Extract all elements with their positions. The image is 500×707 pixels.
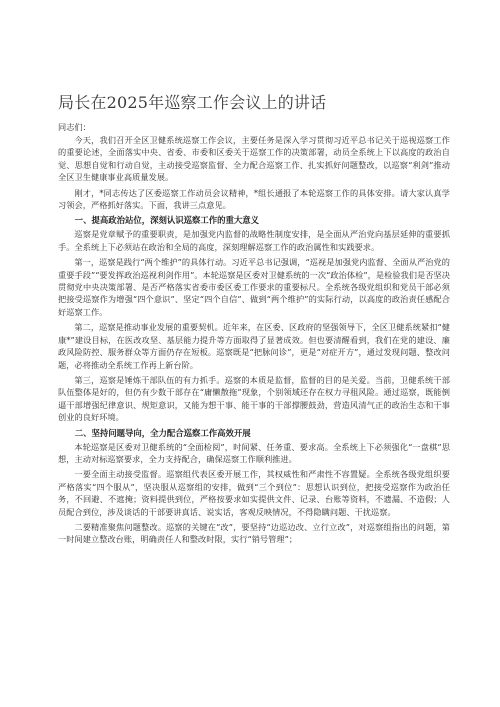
section-1-paragraph: 巡察是党章赋予的重要职责，是加强党内监督的战略性制度安排，是全面从严治党向基层延伸的重要抓手。全系统上下必须站在政治和全局的高度，深刻理解巡察工作的政治属性和实践要求。 <box>58 229 450 252</box>
section-2-paragraph: 一要全面主动接受监督。巡察组代表区委开展工作，其权威性和严肃性不容置疑。全系统各级党组织要严格落实“四个服从”，坚决服从巡察组的安排，做到“三个到位”：思想认识到位，把接受巡察作为政治任务，不回避、不遮掩；资料提供到位，严格按要求如实提供文件、记录、台账等资料，不遗漏、不造假；人员配合到位，涉及谈话的干部要讲真话、说实话，客观反映情况，不得隐瞒问题、干扰巡察。 <box>58 469 450 517</box>
intro-paragraph: 刚才，*同志传达了区委巡察工作动员会议精神，*组长通报了本轮巡察工作的具体安排。请大家认真学习领会，严格抓好落实。下面，我讲三点意见。 <box>58 187 450 211</box>
greeting: 同志们： <box>58 122 91 132</box>
intro-paragraph: 今天，我们召开全区卫健系统巡察工作会议，主要任务是深入学习贯彻习近平总书记关于巡视巡察工作的重要论述，全面落实中央、省委、市委和区委关于巡察工作的决策部署，动员全系统上下以高度的政治自觉、思想自觉和行动自觉，主动接受巡察监督、全力配合巡察工作、扎实抓好问题整改，以巡察“利剑”推动全区卫生健康事业高质量发展。 <box>58 135 450 183</box>
section-1-paragraph: 第三，巡察是锤炼干部队伍的有力抓手。巡察的本质是监督，监督的目的是关爱。当前，卫健系统干部队伍整体是好的，但仍有少数干部存在“庸懒散拖”现象，个别领域还存在权力寻租风险。通过巡察，既能倒逼干部增强纪律意识、规矩意识，又能为想干事、能干事的干部撑腰鼓劲，营造风清气正的政治生态和干事创业的良好环境。 <box>58 374 450 423</box>
section-heading-1: 一、提高政治站位，深刻认识巡察工作的重大意义 <box>74 215 260 226</box>
section-2-paragraph: 本轮巡察是区委对卫健系统的“全面检阅”，时间紧、任务重、要求高。全系统上下必须强化“一盘棋”思想，主动对标巡察要求，全力支持配合，确保巡察工作顺利推进。 <box>58 441 450 464</box>
section-2-paragraph: 二要精准聚焦问题整改。巡察的关键在“改”，要坚持“边巡边改、立行立改”，对巡察组指出的问题，第一时间建立整改台账，明确责任人和整改时限，实行“销号管理”； <box>58 521 450 545</box>
document-title: 局长在2025年巡察工作会议上的讲话 <box>58 93 327 112</box>
section-1-paragraph: 第二，巡察是推动事业发展的重要契机。近年来，在区委、区政府的坚强领导下，全区卫健系统紧扣“健康*”建设目标，在医改攻坚、基层能力提升等方面取得了显著成效。但也要清醒看到，我们在党的建设、廉政风险防控、服务群众等方面仍存在短板。巡察既是“把脉问诊”，更是“对症开方”，通过发现问题、整改问题，必将推动全系统工作再上新台阶。 <box>58 322 450 370</box>
section-1-paragraph: 第一，巡察是践行“两个维护”的具体行动。习近平总书记强调，“巡视是加强党内监督、全面从严治党的重要手段”“要发挥政治巡视利剑作用”。本轮巡察是区委对卫健系统的一次“政治体检”，是检验我们是否坚决贯彻党中央决策部署、是否严格落实省委市委区委工作要求的重要标尺。全系统各级党组织和党员干部必须把接受巡察作为增强“四个意识”、坚定“四个自信”、做到“两个维护”的实际行动，以高度的政治责任感配合好巡察工作。 <box>58 257 450 317</box>
section-heading-2: 二、坚持问题导向，全力配合巡察工作高效开展 <box>74 427 251 438</box>
